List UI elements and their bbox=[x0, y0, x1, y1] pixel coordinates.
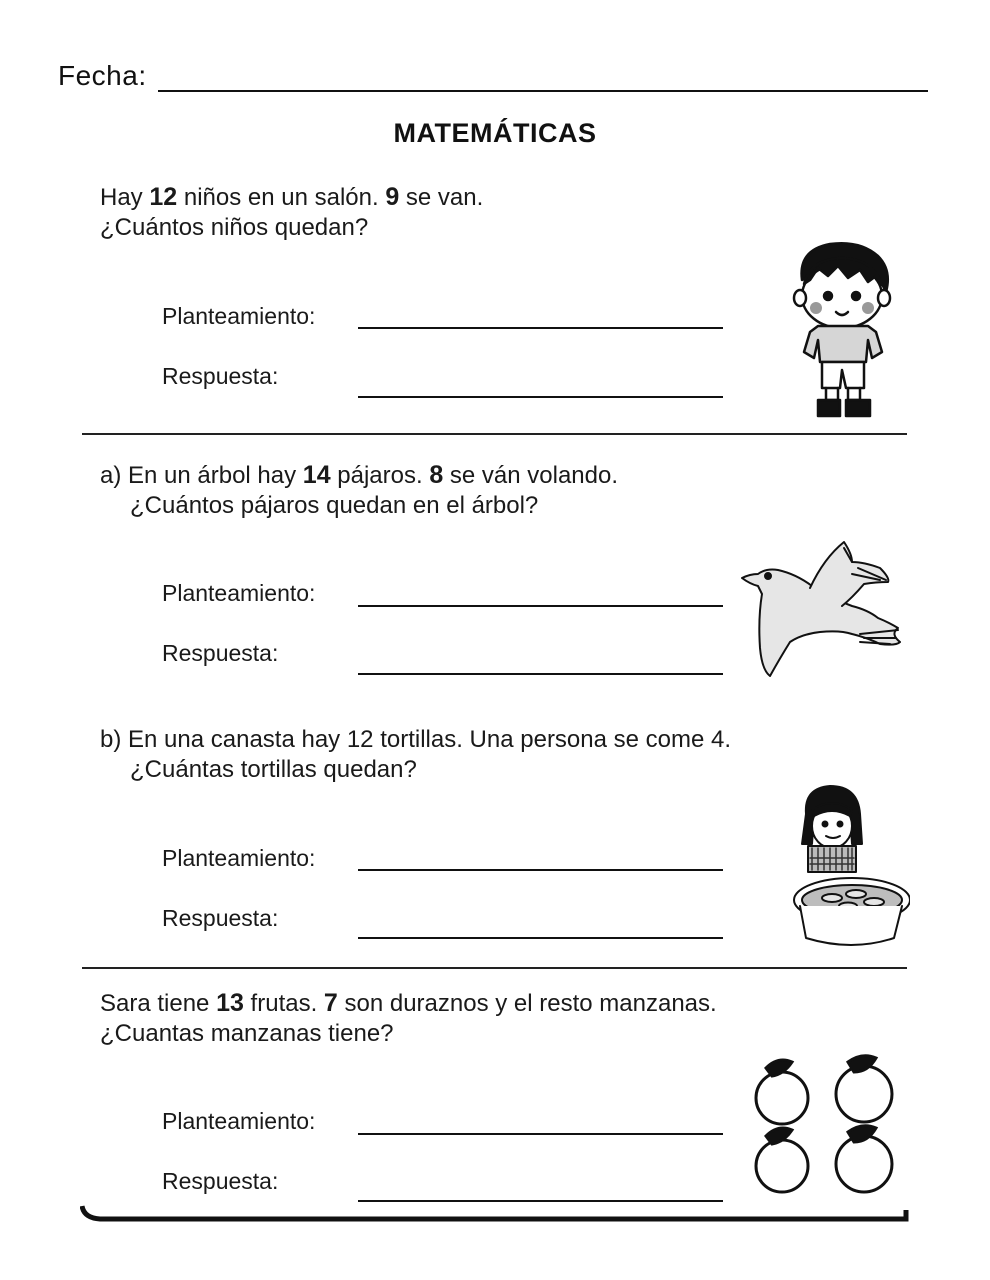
problem-1-planteamiento-label: Planteamiento: bbox=[162, 303, 316, 329]
problem-3-planteamiento-label: Planteamiento: bbox=[162, 845, 316, 871]
problem-2-planteamiento-label: Planteamiento: bbox=[162, 580, 316, 606]
date-line bbox=[58, 60, 930, 96]
problem-2-planteamiento-line[interactable] bbox=[358, 605, 723, 607]
problem-3-question: ¿Cuántas tortillas quedan? bbox=[130, 756, 417, 783]
problem-1-respuesta-label: Respuesta: bbox=[162, 363, 279, 389]
problem-4-planteamiento-label: Planteamiento: bbox=[162, 1108, 316, 1134]
problem-1-planteamiento-line[interactable] bbox=[358, 327, 723, 329]
problem-3-line-1: b) En una canasta hay 12 tortillas. Una persona se come 4. bbox=[100, 726, 732, 753]
problem-3-planteamiento-line[interactable] bbox=[358, 869, 723, 871]
date-answer-line[interactable] bbox=[158, 90, 928, 92]
problem-2-statement bbox=[100, 460, 618, 521]
page-title: MATEMÁTICAS bbox=[393, 118, 597, 148]
bottom-border bbox=[80, 1200, 910, 1224]
boy-icon bbox=[790, 240, 900, 422]
problem-1-statement bbox=[100, 182, 483, 243]
problem-3-respuesta-line[interactable] bbox=[358, 937, 723, 939]
problem-2-line-1: a) En un árbol hay 14 pájaros. 8 se ván volando. bbox=[100, 461, 619, 489]
problem-4-statement bbox=[100, 988, 717, 1049]
apples-icon bbox=[748, 1052, 900, 1198]
bird-icon bbox=[740, 538, 905, 680]
problem-4-respuesta-label: Respuesta: bbox=[162, 1168, 279, 1194]
problem-3-statement bbox=[100, 725, 731, 785]
problem-1-question: ¿Cuántos niños quedan? bbox=[100, 214, 369, 241]
problem-1-line-1: Hay 12 niños en un salón. 9 se van. bbox=[100, 183, 484, 211]
problem-1-respuesta-line[interactable] bbox=[358, 396, 723, 398]
problem-2-respuesta-line[interactable] bbox=[358, 673, 723, 675]
problem-4-line-1: Sara tiene 13 frutas. 7 son duraznos y el resto manzanas. bbox=[100, 989, 717, 1017]
section-divider bbox=[82, 967, 907, 969]
girl-with-basket-icon bbox=[790, 784, 910, 949]
problem-4-planteamiento-line[interactable] bbox=[358, 1133, 723, 1135]
problem-2-question: ¿Cuántos pájaros quedan en el árbol? bbox=[130, 492, 539, 519]
date-label: Fecha: bbox=[58, 60, 147, 91]
problem-2-respuesta-label: Respuesta: bbox=[162, 640, 279, 666]
problem-4-question: ¿Cuantas manzanas tiene? bbox=[100, 1020, 394, 1047]
section-divider bbox=[82, 433, 907, 435]
problem-3-respuesta-label: Respuesta: bbox=[162, 905, 279, 931]
